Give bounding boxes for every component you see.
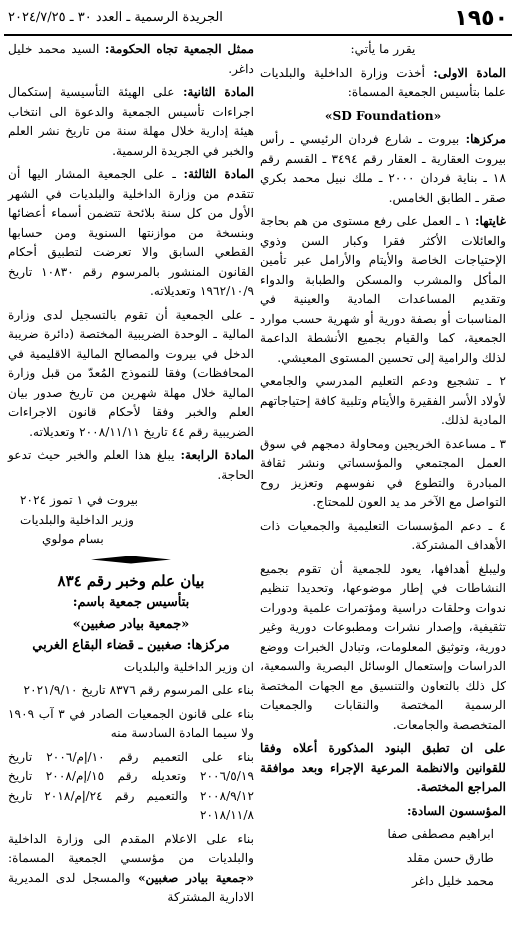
article-4-text: يبلغ هذا العلم والخبر حيث تدعو الحاجة. <box>8 448 254 482</box>
section-divider <box>91 556 171 564</box>
article-3 <box>8 165 254 302</box>
header-rule <box>4 34 512 36</box>
means-paragraph: وليبلغ أهدافها، يعود للجمعية أن تقوم بجميع النشاطات في إطار موضوعها، وتحديدا تنظيم ندوات وحلقات دراسية ومؤتمرات علمية ودورات تثقيفية، وإصدار نشرات ومطبوعات دورية وغير دورية، وتوثيق المعلومات، وتبادل الخبرات ووضع الدراسات وإستعمال الوسائل البصرية والسمعية، كل ذلك بالتعاون والتنسيق مع الجهات المختصة الرسمية المختصة والنقابات والجمعيات المتخصصة والجامعات. <box>260 561 506 732</box>
goals-2: ٢ ـ تشجيع ودعم التعليم المدرسي والجامعي لأولاد الأسر الفقيرة والأيتام وتلبية كافة إحتياجاتهم المادية لذلك. <box>260 374 506 427</box>
goals-label: غايتها: <box>475 214 507 228</box>
article-1 <box>260 64 506 103</box>
founder-name: طارق حسن مقلد <box>406 850 494 865</box>
basis-circulars: بناء على التعميم رقم ١٠/إم/٢٠٠٦ تاريخ ٢٠٠٦/٥/١٩ وتعديله رقم ١٥/إم/٢٠٠٨ تاريخ ٢٠٠٨/٩/١٢ والتعميم رقم ٢٤/إم/٢٠١٨ تاريخ ٢٠١٨/١١/٨ <box>8 749 255 822</box>
headquarters-text: بيروت ـ شارع فردان الرئيسي ـ رأس بيروت العقارية ـ العقار رقم ٣٤٩٤ ـ القسم رقم ١٨ ـ بناية فردان ٢٠٠٠ ـ ملك نبيل محمد بكري صقر ـ الطابق الخامس. <box>260 132 506 205</box>
signature-title: وزير الداخلية والبلديات <box>20 512 134 527</box>
article-2-text: على الهيئة التأسيسية إستكمال اجراءات تأسيس الجمعية والدعوة الى انتخاب هيئة إدارية خلال مهلة سنة من تاريخ نشر العلم والخبر في الجريدة الرسمية. <box>8 85 254 158</box>
basis-law: بناء على قانون الجمعيات الصادر في ٣ آب ١٩٠٩ ولا سيما المادة السادسة منه <box>8 706 254 740</box>
article-4-label: المادة الرابعة: <box>180 448 254 462</box>
basis-notification-end: والمسجل لدى المديرية الادارية المشتركة <box>8 870 254 904</box>
representative-text: السيد محمد خليل داغر. <box>8 42 254 76</box>
basis-association-name: «جمعية بيادر صغبين» <box>137 870 254 885</box>
right-column <box>260 40 506 896</box>
representative-label: ممثل الجمعية تجاه الحكومة: <box>104 42 255 56</box>
basis-notification-text: بناء على الاعلام المقدم الى وزارة الداخلية والبلديات من مؤسسي الجمعية المسماة: <box>8 831 254 865</box>
notice-headquarters: مركزها: صغبين ـ قضاء البقاع الغربي <box>32 638 230 653</box>
headquarters-label: مركزها: <box>465 132 506 146</box>
goals-1-text: ١ ـ العمل على رفع مستوى من هم بحاجة والعائلات الأكثر فقرا وكبار السن وذوي الإحتياجات الخاصة والأيتام والأرامل عبر تأمين المأكل والمشرب والمسكن والطبابة والدواء وتقديم المساعدات المادية والعينية في المناسبات أو بصفة دورية أو شهرية حسب موارد الجمعية، كما والقيام بجميع الأنشطة الداعمة لذلك والرامية إلى تحسين المستوى المعيشي. <box>260 214 506 365</box>
article-3-label: المادة الثالثة: <box>183 167 254 181</box>
article-2 <box>8 83 254 161</box>
notice-subtitle: بتأسيس جمعية باسم: <box>72 595 190 610</box>
article-1-text: أخذت وزارة الداخلية والبلديات علما بتأسيس الجمعية المسماة: <box>260 65 506 99</box>
founder-name: محمد خليل داغر <box>412 874 494 888</box>
founders-label: المؤسسون السادة: <box>406 803 506 818</box>
decision-intro: يقرر ما يأتي: <box>350 42 416 56</box>
issuer: ان وزير الداخلية والبلديات <box>123 659 254 674</box>
signature-name: بسام مولوي <box>42 532 104 546</box>
article-3-text: ـ على الجمعية المشار اليها أن تتقدم من وزارة الداخلية والبلديات في الشهر الأول من كل سنة بلائحة تتضمن أسماء أعضائها وبنسخة من موازنتها السنوية ومن حسابها القطعي السابق والا تعرضت لتطبيق أحكام القانون المنشور بالمرسوم رقم ١٠٨٣٠ تاريخ ١٩٦٢/١٠/٩ وتعديلاته. <box>8 167 254 298</box>
left-column <box>8 40 254 912</box>
signature-date: بيروت في ١ تموز ٢٠٢٤ <box>20 493 138 507</box>
article-2-label: المادة الثانية: <box>182 85 255 99</box>
notice-association-name: «جمعية بيادر صغبين» <box>72 616 190 632</box>
government-representative <box>8 40 254 79</box>
article-4 <box>8 446 254 485</box>
headquarters <box>260 130 506 208</box>
closing-clause: على ان تطبق البنود المذكورة أعلاه وفقا للقوانين والانظمة المرعية الإجراء وبعد موافقة المراجع المختصة. <box>260 741 506 794</box>
article-3-tax: ـ على الجمعية أن تقوم بالتسجيل لدى وزارة المالية ـ الوحدة الضريبية المختصة (دائرة ضريبة الدخل في بيروت والمصالح المالية الاقليمية في المحافظات) وفقا للنموذج المُعدّ من قبل وزارة المالية خلال مهلة شهرين من تاريخ صدور بيان العلم والخبر وفقا لأحكام قانون الاجراءات الضريبية رقم ٤٤ تاريخ ٢٠٠٨/١١/١١ وتعديلاته. <box>8 307 254 439</box>
association-name: «SD Foundation» <box>324 108 442 123</box>
basis-decree: بناء على المرسوم رقم ٨٣٧٦ تاريخ ٢٠٢١/٩/١٠ <box>23 683 254 697</box>
goals-4: ٤ ـ دعم المؤسسات التعليمية والجمعيات ذات الأهداف المشتركة. <box>260 518 506 552</box>
basis-notification <box>8 830 254 908</box>
founder-name: ابراهيم مصطفى صفا <box>387 827 494 841</box>
goals-3: ٣ ـ مساعدة الخريجين ومحاولة دمجهم في سوق العمل المجتمعي والمؤسساتي ونشر ثقافة المبادرة والتطوع في نفوسهم وتعزيز روح التواصل مع الآخر مد يد العون للمحتاج. <box>260 436 506 509</box>
article-1-label: المادة الاولى: <box>433 65 506 80</box>
page-header <box>0 0 516 36</box>
goals-1 <box>260 212 506 368</box>
gazette-title: الجريدة الرسمية ـ العدد ٣٠ ـ ٢٠٢٤/٧/٢٥ <box>8 10 223 25</box>
notice-title: بيان علم وخبر رقم ٨٣٤ <box>57 571 205 590</box>
page-number: ١٩٥٠ <box>454 6 508 31</box>
